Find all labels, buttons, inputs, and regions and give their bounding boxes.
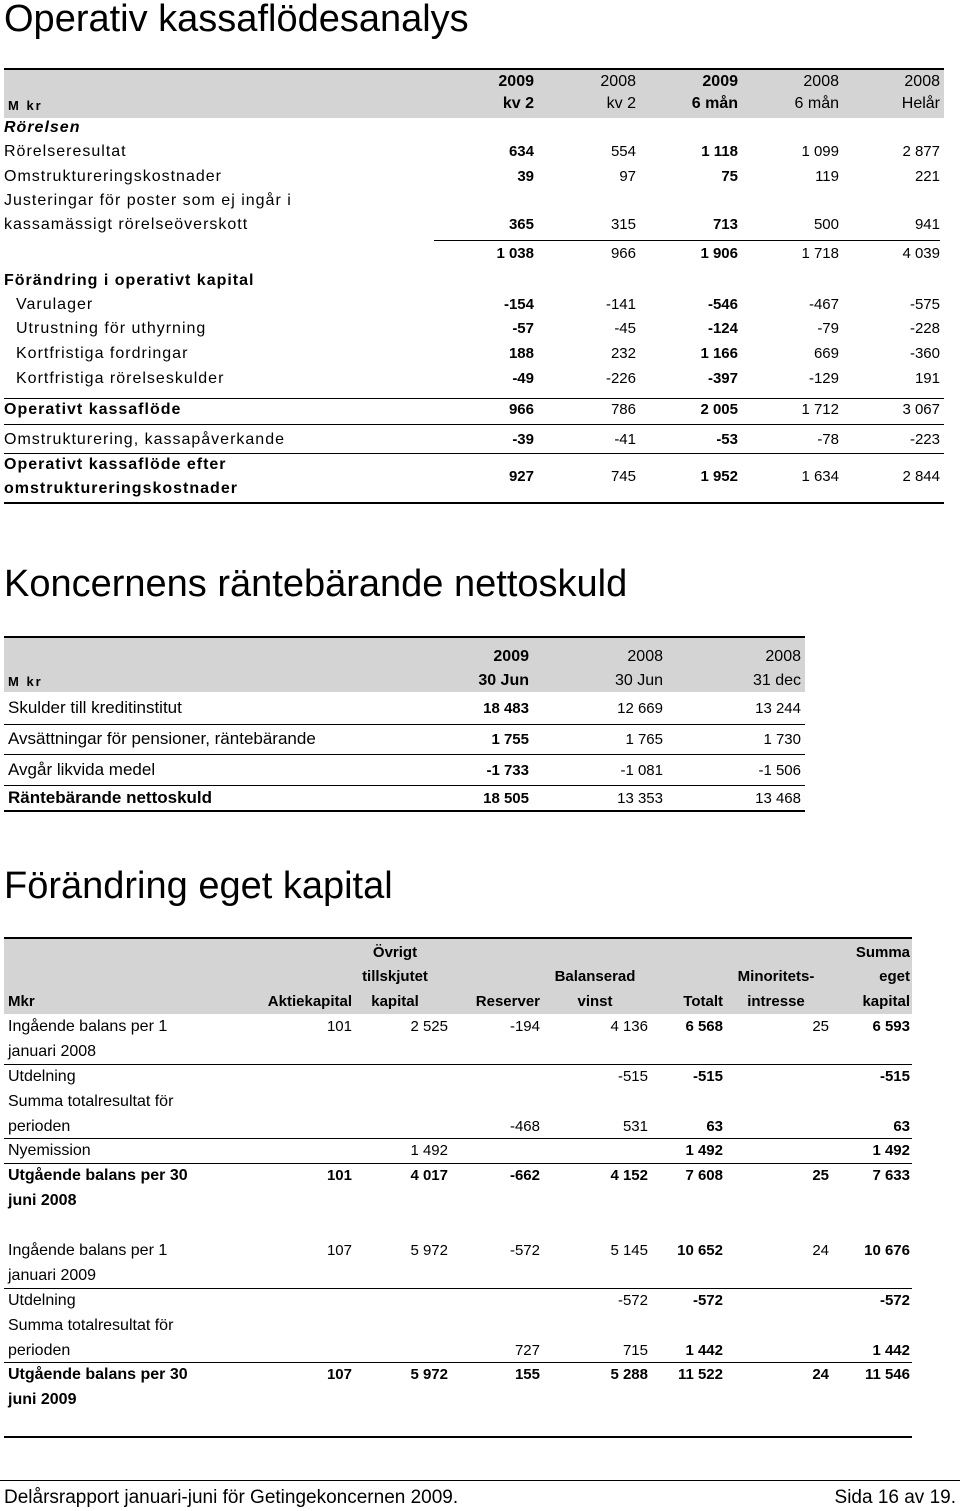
- equity-cell: 107: [326, 1242, 352, 1259]
- cashflow-cell: 941: [914, 216, 940, 233]
- cashflow-cell: 232: [610, 345, 636, 362]
- equity-col-header: intresse: [747, 993, 805, 1010]
- cashflow-cell: 119: [815, 168, 839, 185]
- cashflow-row-label: Kortfristiga rörelseskulder: [16, 370, 225, 387]
- cashflow-cell: -53: [716, 431, 738, 448]
- equity-cell: 25: [812, 1018, 829, 1035]
- cashflow-col-period: kv 2: [502, 95, 534, 112]
- equity-cell: 10 652: [677, 1242, 723, 1259]
- cashflow-cell: 745: [610, 468, 636, 485]
- cashflow-row-label: Förändring i operativt kapital: [4, 272, 255, 289]
- cashflow-cell: -78: [817, 431, 839, 448]
- equity-cell: -194: [509, 1018, 540, 1035]
- cashflow-cell: -79: [817, 320, 839, 337]
- table-bottom-rule: [4, 810, 805, 812]
- table-rule: [4, 1138, 912, 1139]
- equity-row-label: Ingående balans per 1: [8, 1242, 168, 1259]
- equity-cell: 155: [514, 1366, 540, 1383]
- cashflow-cell: 786: [610, 401, 636, 418]
- equity-cell: 11 546: [864, 1366, 910, 1383]
- subtotal-rule: [434, 240, 940, 241]
- cashflow-row-label: Rörelsen: [4, 119, 81, 136]
- net-debt-row-label: Skulder till kreditinstitut: [8, 698, 182, 717]
- equity-col-header: tillskjutet: [362, 968, 428, 985]
- cashflow-cell: 365: [508, 216, 534, 233]
- equity-cell: -515: [879, 1068, 910, 1085]
- cashflow-cell: -360: [909, 345, 940, 362]
- equity-row-label: Nyemission: [8, 1142, 91, 1159]
- equity-cell: 4 136: [610, 1018, 648, 1035]
- equity-row-label: juni 2008: [8, 1192, 77, 1209]
- equity-cell: 4 152: [610, 1167, 648, 1184]
- cashflow-cell: -397: [707, 370, 738, 387]
- equity-col-header: eget: [879, 968, 910, 985]
- equity-row-label: Utgående balans per 30: [8, 1366, 188, 1383]
- cashflow-cell: -575: [909, 296, 940, 313]
- equity-cell: 24: [812, 1366, 829, 1383]
- footer-page-number: Sida 16 av 19.: [834, 1487, 956, 1508]
- cashflow-row-label: Rörelseresultat: [4, 143, 127, 160]
- equity-cell: -572: [692, 1292, 723, 1309]
- equity-col-header: vinst: [577, 993, 613, 1010]
- cashflow-cell: 97: [619, 168, 636, 185]
- net-debt-cell: -1 733: [486, 762, 529, 779]
- cashflow-col-year: 2008: [600, 73, 636, 90]
- equity-cell: 1 492: [410, 1142, 448, 1159]
- equity-cell: 5 288: [610, 1366, 648, 1383]
- net-debt-cell: 1 730: [763, 731, 801, 748]
- cashflow-cell: 1 634: [801, 468, 839, 485]
- equity-cell: 7 633: [872, 1167, 910, 1184]
- net-debt-col-year: 2008: [627, 648, 663, 665]
- equity-cell: -662: [509, 1167, 540, 1184]
- net-debt-col-period: 30 Jun: [478, 672, 529, 689]
- equity-cell: 4 017: [410, 1167, 448, 1184]
- equity-cell: 6 593: [872, 1018, 910, 1035]
- net-debt-cell: 1 755: [491, 731, 529, 748]
- equity-cell: 715: [622, 1342, 648, 1359]
- equity-cell: 25: [812, 1167, 829, 1184]
- cashflow-cell: -223: [909, 431, 940, 448]
- cashflow-row-label: Operativt kassaflöde efter: [4, 456, 227, 473]
- cashflow-cell: 191: [914, 370, 940, 387]
- table-rule: [4, 424, 944, 425]
- cashflow-cell: 315: [610, 216, 636, 233]
- section-title-net-debt: Koncernens räntebärande nettoskuld: [4, 563, 628, 605]
- cashflow-cell: -45: [614, 320, 636, 337]
- equity-col-header: Minoritets-: [737, 968, 815, 985]
- section-title-equity: Förändring eget kapital: [4, 865, 393, 907]
- equity-cell: 24: [812, 1242, 829, 1259]
- cashflow-cell: -226: [605, 370, 636, 387]
- equity-cell: -515: [692, 1068, 723, 1085]
- cashflow-cell: 500: [813, 216, 839, 233]
- equity-cell: 5 972: [410, 1366, 448, 1383]
- equity-cell: 727: [514, 1342, 540, 1359]
- equity-unit-label: Mkr: [8, 993, 35, 1010]
- equity-row-label: Summa totalresultat för: [8, 1317, 174, 1334]
- cashflow-cell: -124: [707, 320, 738, 337]
- equity-cell: 1 492: [872, 1142, 910, 1159]
- cashflow-row-label: Kortfristiga fordringar: [16, 345, 189, 362]
- cashflow-col-year: 2008: [904, 73, 940, 90]
- equity-cell: 101: [326, 1167, 352, 1184]
- equity-cell: 63: [893, 1118, 910, 1135]
- equity-col-header: Totalt: [683, 993, 723, 1010]
- cashflow-cell: 188: [508, 345, 534, 362]
- cashflow-cell: -546: [707, 296, 738, 313]
- net-debt-table-header: [4, 636, 805, 692]
- cashflow-cell: 4 039: [902, 245, 940, 262]
- cashflow-cell: 554: [610, 143, 636, 160]
- net-debt-col-year: 2009: [493, 648, 529, 665]
- cashflow-cell: -57: [512, 320, 534, 337]
- table-rule: [4, 453, 944, 454]
- equity-col-header: Summa: [855, 944, 910, 961]
- equity-row-label: januari 2008: [8, 1043, 97, 1060]
- equity-cell: 2 525: [410, 1018, 448, 1035]
- equity-cell: 11 522: [677, 1366, 723, 1383]
- cashflow-cell: 221: [914, 168, 940, 185]
- cashflow-cell: 634: [508, 143, 534, 160]
- equity-cell: 5 972: [410, 1242, 448, 1259]
- equity-row-label: Summa totalresultat för: [8, 1093, 174, 1110]
- cashflow-row-label: Justeringar för poster som ej ingår i: [4, 192, 292, 209]
- equity-cell: -572: [879, 1292, 910, 1309]
- table-rule: [4, 1064, 912, 1065]
- cashflow-cell: 2 877: [902, 143, 940, 160]
- cashflow-cell: 2 005: [700, 401, 738, 418]
- cashflow-cell: -228: [909, 320, 940, 337]
- cashflow-cell: -39: [512, 431, 534, 448]
- cashflow-cell: 1 038: [496, 245, 534, 262]
- cashflow-row-label: omstruktureringskostnader: [4, 480, 238, 497]
- equity-row-label: perioden: [8, 1342, 71, 1359]
- net-debt-cell: 12 669: [617, 700, 663, 717]
- cashflow-cell: 1 712: [801, 401, 839, 418]
- cashflow-cell: 2 844: [902, 468, 940, 485]
- cashflow-cell: 1 952: [700, 468, 738, 485]
- equity-cell: 5 145: [610, 1242, 648, 1259]
- equity-cell: 107: [326, 1366, 352, 1383]
- cashflow-col-year: 2008: [803, 73, 839, 90]
- net-debt-cell: -1 506: [758, 762, 801, 779]
- equity-cell: -468: [509, 1118, 540, 1135]
- cashflow-row-label: Omstruktureringskostnader: [4, 168, 222, 185]
- equity-cell: 63: [706, 1118, 723, 1135]
- equity-cell: -515: [617, 1068, 648, 1085]
- cashflow-cell: 713: [712, 216, 738, 233]
- equity-row-label: Ingående balans per 1: [8, 1018, 168, 1035]
- cashflow-cell: 1 906: [700, 245, 738, 262]
- cashflow-col-period: 6 mån: [691, 95, 738, 112]
- equity-cell: 1 492: [685, 1142, 723, 1159]
- table-rule: [4, 785, 805, 786]
- cashflow-cell: -41: [614, 431, 636, 448]
- equity-col-header: Övrigt: [372, 944, 418, 961]
- equity-col-header: kapital: [862, 993, 910, 1010]
- equity-cell: -572: [617, 1292, 648, 1309]
- net-debt-row-label: Avgår likvida medel: [8, 760, 156, 779]
- cashflow-cell: -129: [808, 370, 839, 387]
- cashflow-cell: 1 099: [801, 143, 839, 160]
- equity-row-label: juni 2009: [8, 1391, 77, 1408]
- cashflow-col-period: 6 mån: [794, 95, 839, 112]
- net-debt-cell: 18 505: [483, 790, 529, 807]
- cashflow-row-label: kassamässigt rörelseöverskott: [4, 216, 249, 233]
- equity-row-label: perioden: [8, 1118, 71, 1135]
- table-rule: [4, 398, 944, 399]
- cashflow-cell: 966: [610, 245, 636, 262]
- net-debt-col-period: 31 dec: [752, 672, 801, 689]
- footer-rule: [0, 1480, 960, 1481]
- equity-cell: 6 568: [685, 1018, 723, 1035]
- net-debt-col-year: 2008: [765, 648, 801, 665]
- table-rule: [4, 1163, 912, 1164]
- equity-cell: 101: [326, 1018, 352, 1035]
- section-title-cashflow: Operativ kassaflödesanalys: [4, 0, 469, 40]
- net-debt-cell: 13 353: [617, 790, 663, 807]
- table-rule: [4, 724, 805, 725]
- footer-report-title: Delårsrapport januari-juni för Getingekoncernen 2009.: [4, 1487, 459, 1508]
- cashflow-col-period: kv 2: [606, 95, 636, 112]
- equity-cell: 10 676: [864, 1242, 910, 1259]
- equity-cell: 7 608: [685, 1167, 723, 1184]
- cashflow-cell: 927: [508, 468, 534, 485]
- equity-cell: 1 442: [872, 1342, 910, 1359]
- cashflow-cell: 1 166: [700, 345, 738, 362]
- cashflow-cell: 1 718: [801, 245, 839, 262]
- cashflow-row-label: Operativt kassaflöde: [4, 401, 182, 418]
- equity-row-label: Utgående balans per 30: [8, 1167, 188, 1184]
- net-debt-unit-label: M kr: [8, 674, 43, 689]
- table-rule: [4, 1362, 912, 1363]
- net-debt-row-label: Avsättningar för pensioner, räntebärande: [8, 729, 316, 748]
- equity-col-header: Reserver: [475, 993, 540, 1010]
- cashflow-col-year: 2009: [498, 73, 534, 90]
- equity-col-header: Aktiekapital: [267, 993, 352, 1010]
- net-debt-cell: 18 483: [483, 700, 529, 717]
- cashflow-cell: -141: [605, 296, 636, 313]
- table-rule: [4, 1288, 912, 1289]
- net-debt-row-label: Räntebärande nettoskuld: [8, 788, 213, 807]
- cashflow-row-label: Varulager: [16, 296, 94, 313]
- equity-row-label: Utdelning: [8, 1068, 76, 1085]
- cashflow-cell: 39: [517, 168, 534, 185]
- cashflow-cell: -154: [503, 296, 534, 313]
- cashflow-cell: 1 118: [701, 143, 738, 160]
- table-bottom-rule: [4, 502, 944, 504]
- cashflow-col-period: Helår: [901, 95, 940, 112]
- cashflow-row-label: Omstrukturering, kassapåverkande: [4, 431, 285, 448]
- cashflow-cell: 3 067: [902, 401, 940, 418]
- cashflow-row-label: Utrustning för uthyrning: [16, 320, 207, 337]
- cashflow-cell: 966: [508, 401, 534, 418]
- equity-cell: 531: [622, 1118, 648, 1135]
- cashflow-cell: 75: [721, 168, 738, 185]
- equity-row-label: januari 2009: [8, 1267, 97, 1284]
- equity-cell: -572: [509, 1242, 540, 1259]
- table-bottom-rule: [4, 1436, 912, 1438]
- equity-row-label: Utdelning: [8, 1292, 76, 1309]
- net-debt-cell: -1 081: [620, 762, 663, 779]
- cashflow-cell: -49: [512, 370, 534, 387]
- table-rule: [4, 754, 805, 755]
- cashflow-cell: -467: [808, 296, 839, 313]
- cashflow-unit-label: M kr: [8, 98, 43, 113]
- net-debt-cell: 1 765: [625, 731, 663, 748]
- equity-col-header: kapital: [371, 993, 419, 1010]
- cashflow-col-year: 2009: [702, 73, 738, 90]
- cashflow-cell: 669: [813, 345, 839, 362]
- net-debt-cell: 13 468: [755, 790, 801, 807]
- net-debt-col-period: 30 Jun: [614, 672, 663, 689]
- equity-cell: 1 442: [685, 1342, 723, 1359]
- net-debt-cell: 13 244: [755, 700, 801, 717]
- equity-col-header: Balanserad: [554, 968, 636, 985]
